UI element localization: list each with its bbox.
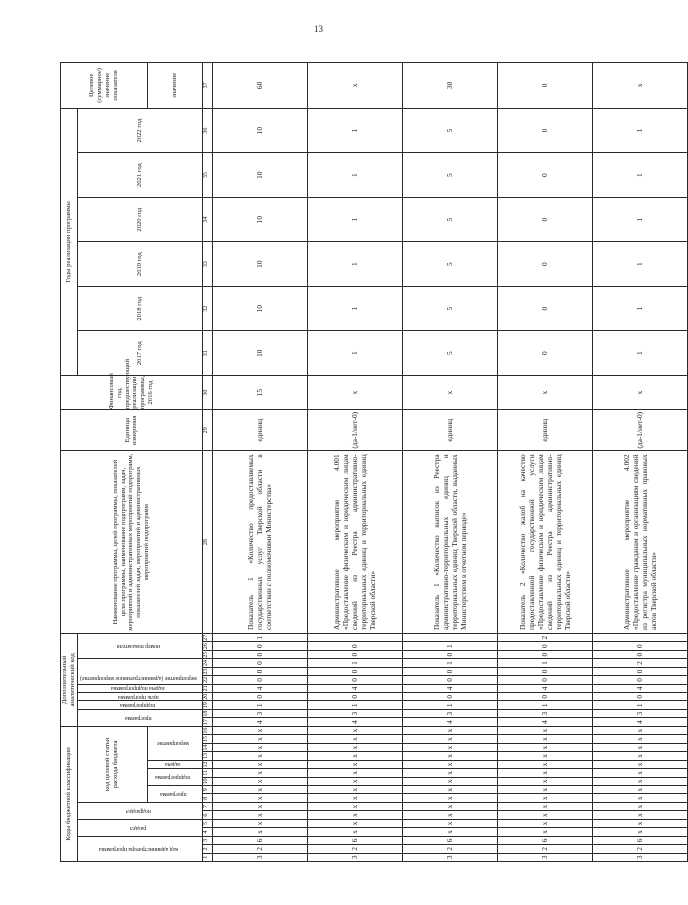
code-cell: х (497, 777, 592, 785)
row-name: Административное мероприятие 4.001 «Предоставление физическим и юридическим лицам сведений из Реестра административно-территориальных единиц и территориальных единиц Тверской области» (307, 451, 402, 634)
code-cell: 3 (307, 853, 402, 861)
target-value: х (592, 63, 687, 109)
code-cell: 2 (497, 845, 592, 853)
code-cell: 0 (592, 650, 687, 658)
column-number: 34 (202, 197, 212, 242)
code-cell: 3 (497, 853, 592, 861)
row-name: Административное мероприятие 4.002 «Предоставление гражданам и организациям сведений из регистра муниципальных нормативных правовых актов Тверской области» (592, 451, 687, 634)
code-cell: 0 (307, 676, 402, 684)
column-number: 13 (202, 752, 212, 760)
header-admin-code: код администратора программы (98, 845, 178, 852)
code-cell: х (592, 811, 687, 819)
code-cell: х (592, 777, 687, 785)
code-cell: 1 (212, 633, 307, 641)
code-cell: х (307, 811, 402, 819)
header-extra-program: программа (124, 714, 152, 721)
column-number: 26 (202, 642, 212, 650)
code-cell: х (592, 786, 687, 794)
code-cell: 0 (212, 642, 307, 650)
table-row (212, 63, 307, 862)
code-cell: 0 (497, 676, 592, 684)
row-unit: единиц (402, 410, 497, 451)
code-cell: 0 (402, 676, 497, 684)
code-cell: х (497, 794, 592, 802)
column-number: 17 (202, 718, 212, 726)
code-cell: 4 (497, 718, 592, 726)
code-cell: 3 (497, 709, 592, 717)
code-cell (592, 633, 687, 641)
column-number: 21 (202, 684, 212, 692)
column-number: 29 (202, 410, 212, 451)
row-fin: х (592, 375, 687, 409)
code-cell: х (307, 777, 402, 785)
year-value: 1 (307, 286, 402, 331)
code-cell: х (307, 743, 402, 751)
code-cell: 0 (212, 667, 307, 675)
code-cell: х (402, 786, 497, 794)
code-cell: х (212, 828, 307, 836)
year-value: 10 (212, 331, 307, 376)
year-value: 0 (497, 197, 592, 242)
code-cell: х (402, 752, 497, 760)
code-cell: х (402, 726, 497, 735)
code-cell: 4 (592, 684, 687, 692)
code-cell: 0 (592, 676, 687, 684)
column-number: 33 (202, 242, 212, 287)
year-value: 1 (592, 331, 687, 376)
code-cell: 0 (212, 659, 307, 667)
year-value: 1 (307, 153, 402, 198)
code-cell: 0 (307, 650, 402, 658)
code-cell: 1 (497, 659, 592, 667)
code-cell: 0 (402, 650, 497, 658)
code-cell: 0 (402, 693, 497, 701)
code-cell: 0 (307, 667, 402, 675)
code-cell: х (592, 769, 687, 777)
year-value: 5 (402, 242, 497, 287)
code-cell: х (497, 819, 592, 827)
header-year-2: 2018 год (77, 286, 202, 331)
row-fin: х (307, 375, 402, 409)
year-value: 0 (497, 153, 592, 198)
column-number: 18 (202, 709, 212, 717)
header-program: программа (159, 791, 187, 797)
code-cell: 2 (497, 633, 592, 641)
code-cell: х (212, 786, 307, 794)
code-cell: х (402, 760, 497, 768)
header-extra-subprogram: подпрограмма (120, 702, 156, 709)
row-name: Показатель 1 «Количество предоставляемых государственных услуг Тверской области в соответствии с полномочиями Министерства» (212, 451, 307, 634)
column-numbers-row (202, 63, 212, 862)
code-cell: х (212, 811, 307, 819)
code-cell: х (592, 802, 687, 810)
code-cell: х (307, 819, 402, 827)
code-cell: х (212, 802, 307, 810)
code-cell: х (307, 760, 402, 768)
year-value: 0 (497, 108, 592, 153)
code-cell: 6 (497, 836, 592, 844)
code-cell: х (402, 811, 497, 819)
column-number: 31 (202, 331, 212, 376)
code-cell: 0 (212, 676, 307, 684)
code-cell: 0 (497, 650, 592, 658)
column-number: 6 (202, 811, 212, 819)
code-cell: 0 (212, 693, 307, 701)
column-number: 36 (202, 108, 212, 153)
code-cell: 0 (497, 693, 592, 701)
code-cell: х (592, 794, 687, 802)
header-subsection: подраздел (125, 807, 151, 814)
page-number: 13 (314, 24, 323, 34)
year-value: 1 (307, 331, 402, 376)
code-cell: х (592, 828, 687, 836)
column-number: 20 (202, 693, 212, 701)
code-cell: 3 (212, 853, 307, 861)
row-fin: х (402, 375, 497, 409)
code-cell: 0 (307, 642, 402, 650)
code-cell: х (212, 769, 307, 777)
code-cell: х (212, 819, 307, 827)
code-cell: 0 (497, 667, 592, 675)
code-cell: х (307, 752, 402, 760)
code-cell: 1 (592, 701, 687, 709)
header-year-4: 2020 год (77, 197, 202, 242)
code-cell: х (402, 828, 497, 836)
header-name: Наименование программы, целей программы, показателей цели программы, наименование подпрограмм, задач, мероприятий и административных мероприятий подпрограмм, показателей задач, мероприятий и административных мероприятий подпрограмм (61, 451, 203, 634)
code-cell: 6 (212, 836, 307, 844)
column-number: 35 (202, 153, 212, 198)
code-cell: 1 (402, 642, 497, 650)
code-cell: х (212, 760, 307, 768)
code-cell: х (592, 735, 687, 743)
code-cell: 3 (402, 709, 497, 717)
table-row (497, 63, 592, 862)
column-number: 28 (202, 451, 212, 634)
column-number: 4 (202, 828, 212, 836)
year-value: 1 (592, 108, 687, 153)
column-number: 19 (202, 701, 212, 709)
column-number: 10 (202, 777, 212, 785)
header-target-value: значение (147, 63, 202, 109)
row-unit: единиц (497, 410, 592, 451)
target-value: 60 (212, 63, 307, 109)
column-number: 23 (202, 667, 212, 675)
code-cell: х (402, 802, 497, 810)
table-row (402, 63, 497, 862)
row-unit: (да-1/нет-0) (592, 410, 687, 451)
code-cell: х (212, 735, 307, 743)
code-cell: 0 (307, 693, 402, 701)
year-value: 0 (497, 286, 592, 331)
column-number: 32 (202, 286, 212, 331)
column-number: 30 (202, 375, 212, 409)
year-value: 10 (212, 197, 307, 242)
header-year-6: 2022 год (77, 108, 202, 153)
row-fin: 15 (212, 375, 307, 409)
year-value: 1 (592, 286, 687, 331)
code-cell: 3 (212, 709, 307, 717)
code-cell: 2 (402, 845, 497, 853)
year-value: 10 (212, 242, 307, 287)
code-cell: х (497, 760, 592, 768)
code-cell: х (307, 735, 402, 743)
year-value: 5 (402, 286, 497, 331)
program-table (60, 62, 688, 862)
code-cell: 1 (307, 701, 402, 709)
header-task: задача (165, 761, 182, 768)
header-year-5: 2021 год (77, 153, 202, 198)
column-number: 9 (202, 786, 212, 794)
code-cell: 2 (592, 845, 687, 853)
code-cell: 6 (592, 836, 687, 844)
code-cell: 2 (307, 845, 402, 853)
column-number: 1 (202, 853, 212, 861)
code-cell: х (497, 743, 592, 751)
code-cell: 3 (592, 709, 687, 717)
code-cell: х (307, 786, 402, 794)
header-extra-event: мероприятие (административное мероприятие) (79, 675, 197, 682)
rotated-table-wrapper (60, 62, 658, 862)
code-cell (402, 633, 497, 641)
target-value: 0 (497, 63, 592, 109)
code-cell: х (212, 794, 307, 802)
code-cell: 6 (402, 836, 497, 844)
code-cell (307, 633, 402, 641)
column-number: 37 (202, 63, 212, 109)
code-cell: х (307, 726, 402, 735)
header-extra-indicator: номер показателя (116, 643, 160, 650)
code-cell: х (592, 760, 687, 768)
code-cell: х (212, 743, 307, 751)
code-cell: х (497, 786, 592, 794)
code-cell: х (402, 743, 497, 751)
code-cell: 6 (307, 836, 402, 844)
year-value: 1 (307, 108, 402, 153)
code-cell: 2 (592, 659, 687, 667)
code-cell: х (497, 828, 592, 836)
column-number: 7 (202, 802, 212, 810)
header-extra-task: цель программы (117, 693, 159, 700)
code-cell: х (497, 752, 592, 760)
code-cell: х (402, 777, 497, 785)
column-number: 15 (202, 735, 212, 743)
code-cell: х (497, 726, 592, 735)
code-cell: 0 (402, 667, 497, 675)
column-number: 24 (202, 659, 212, 667)
code-cell: х (497, 811, 592, 819)
row-unit: (да-1/нет-0) (307, 410, 402, 451)
column-number: 11 (202, 769, 212, 777)
code-cell: х (212, 726, 307, 735)
code-cell: 1 (497, 701, 592, 709)
table-row (592, 63, 687, 862)
code-cell: х (497, 735, 592, 743)
code-cell: х (592, 752, 687, 760)
year-value: 0 (497, 331, 592, 376)
code-cell: х (592, 819, 687, 827)
year-value: 1 (307, 242, 402, 287)
column-number: 2 (202, 845, 212, 853)
code-cell: 0 (592, 642, 687, 650)
code-cell: х (402, 769, 497, 777)
code-cell: х (212, 752, 307, 760)
column-number: 8 (202, 794, 212, 802)
code-cell: 0 (592, 667, 687, 675)
code-cell: 4 (212, 718, 307, 726)
year-value: 1 (592, 242, 687, 287)
code-cell: 3 (592, 853, 687, 861)
column-number: 5 (202, 819, 212, 827)
code-cell: 1 (212, 701, 307, 709)
header-subprogram: подпрограмма (155, 774, 191, 781)
year-value: 1 (592, 153, 687, 198)
year-value: 0 (497, 242, 592, 287)
year-value: 1 (592, 197, 687, 242)
column-number: 14 (202, 743, 212, 751)
code-cell: х (592, 743, 687, 751)
code-cell: х (307, 794, 402, 802)
code-cell: х (307, 802, 402, 810)
header-target: Целевое (суммарное) значение показателя (61, 63, 148, 109)
header-year-3: 2019 год (77, 242, 202, 287)
header-target-article: код целевой статьи расхода бюджета (77, 726, 147, 802)
code-cell: х (402, 794, 497, 802)
code-cell: х (402, 735, 497, 743)
header-unit: Единица измерения (61, 410, 203, 451)
code-cell: 0 (212, 650, 307, 658)
code-cell: х (497, 769, 592, 777)
row-name: Показатель 2 «Количество жалоб на качество предоставленной государственной услуги «Предоставление физическим и юридическим лицам сведений из Реестра административно-территориальных единиц и территориальных единиц Тверской области» (497, 451, 592, 634)
code-cell: 1 (402, 701, 497, 709)
code-cell: 1 (307, 659, 402, 667)
column-number: 16 (202, 726, 212, 735)
header-fin-year: Финансовый год, предшествующий реализации программы, 2016 год (61, 375, 203, 409)
column-number: 25 (202, 650, 212, 658)
header-event: мероприятие (157, 740, 190, 747)
table-body (212, 63, 687, 862)
header-year-1: 2017 год (77, 331, 202, 376)
target-value: 30 (402, 63, 497, 109)
column-number: 12 (202, 760, 212, 768)
code-cell: 4 (212, 684, 307, 692)
code-cell: 3 (402, 853, 497, 861)
code-cell: 4 (307, 718, 402, 726)
year-value: 10 (212, 286, 307, 331)
row-unit: единиц (212, 410, 307, 451)
target-value: х (307, 63, 402, 109)
code-cell: х (402, 819, 497, 827)
code-cell: 1 (402, 659, 497, 667)
year-value: 5 (402, 197, 497, 242)
code-cell: х (592, 726, 687, 735)
column-number: 22 (202, 676, 212, 684)
header-section: раздел (130, 824, 147, 831)
year-value: 5 (402, 108, 497, 153)
code-cell: 4 (402, 718, 497, 726)
year-value: 5 (402, 153, 497, 198)
code-cell: х (307, 828, 402, 836)
code-cell: 4 (402, 684, 497, 692)
code-cell: 4 (307, 684, 402, 692)
year-value: 10 (212, 153, 307, 198)
row-fin: х (497, 375, 592, 409)
code-cell: х (307, 769, 402, 777)
year-value: 1 (307, 197, 402, 242)
code-cell: 0 (497, 642, 592, 650)
header-extra-code: Дополнительный аналитический код (61, 633, 78, 726)
header-budget-classification: Коды бюджетной классификации (61, 726, 78, 861)
code-cell: 4 (592, 718, 687, 726)
column-number: 27 (202, 633, 212, 641)
row-name: Показатель 1 «Количество выписок из Реестра административно-территориальных единиц и территориальных единиц Тверской области, выданных Министерством в отчетном периоде» (402, 451, 497, 634)
code-cell: 4 (497, 684, 592, 692)
table-row (307, 63, 402, 862)
code-cell: 0 (592, 693, 687, 701)
code-cell: 3 (307, 709, 402, 717)
year-value: 10 (212, 108, 307, 153)
header-years-title: Годы реализации программы (61, 108, 78, 375)
year-value: 5 (402, 331, 497, 376)
code-cell: х (497, 802, 592, 810)
column-number: 3 (202, 836, 212, 844)
code-cell: 2 (212, 845, 307, 853)
code-cell: х (212, 777, 307, 785)
header-extra-task-sub: задача подпрограммы (111, 685, 166, 692)
